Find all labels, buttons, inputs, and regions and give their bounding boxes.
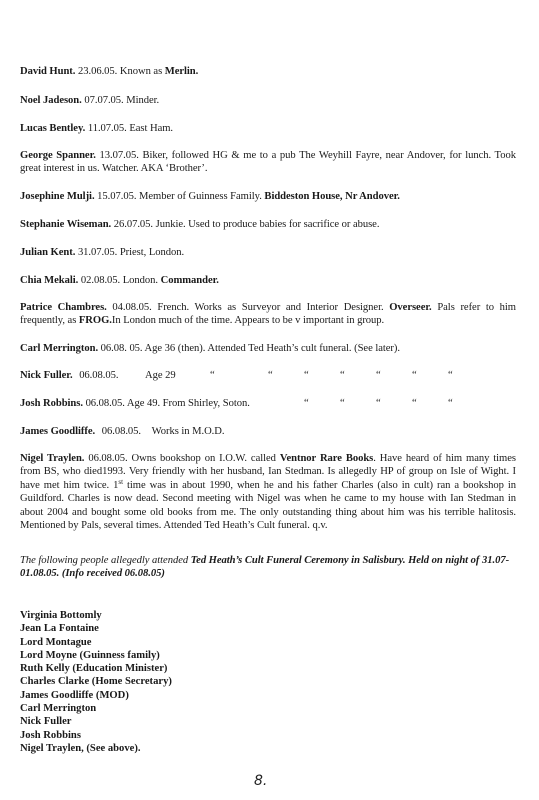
- entry-josh-robbins: [20, 397, 516, 410]
- attendee-item: Ruth Kelly (Education Minister): [20, 663, 168, 675]
- entry-text: 26.07.05. Junkie. Used to produce babies for sacrifice or abuse.: [113, 219, 380, 230]
- attendee-item: Josh Robbins: [20, 729, 81, 741]
- entry-text: 02.08.05. London.: [80, 275, 159, 286]
- entry-patrice-chambres: [20, 301, 516, 328]
- entry-age: Age 29: [145, 370, 176, 381]
- entry-david-hunt: [20, 65, 516, 78]
- entry-superscript: st: [118, 477, 123, 486]
- entry-text: 06.08.05. Age 49. From Shirley, Soton.: [85, 398, 250, 409]
- ditto-mark: “: [376, 370, 381, 381]
- entry-text: 07.07.05. Minder.: [84, 95, 160, 106]
- entry-role: Commander.: [160, 275, 219, 286]
- attendee-item: James Goodliffe (MOD): [20, 689, 129, 701]
- entry-julian-kent: [20, 246, 516, 259]
- entry-name: George Spanner.: [20, 150, 96, 161]
- attendee-item: Carl Merrington: [20, 703, 97, 715]
- ditto-mark: “: [340, 370, 345, 381]
- entry-name: Stephanie Wiseman.: [20, 219, 112, 230]
- entry-george-spanner: [20, 149, 516, 176]
- ditto-mark: “: [304, 370, 309, 381]
- attendee-item: Charles Clarke (Home Secretary): [20, 676, 172, 688]
- entry-alias: FROG.: [78, 315, 112, 327]
- funeral-intro: [20, 554, 516, 581]
- funeral-event: Ted Heath’s Cult Funeral Ceremony in Salisbury. Held on night of 31.07-01.08.05. (Info received 06.08.05): [20, 555, 510, 580]
- ditto-mark: “: [376, 398, 381, 409]
- entry-text: 11.07.05. East Ham.: [87, 123, 174, 134]
- entry-text: Known as: [119, 66, 163, 77]
- entry-date: 06.08.05.: [79, 370, 119, 381]
- entry-name: Nick Fuller.: [20, 370, 73, 381]
- ditto-mark: “: [268, 370, 273, 381]
- attendee-list: [20, 609, 172, 755]
- entry-shop: Ventnor Rare Books: [279, 453, 374, 464]
- entry-text: 13.07.05. Biker, followed HG & me to a pub The Weyhill Fayre, near Andover, for lunch. Took great interest in us. Watcher. AKA ‘Brother’.: [20, 150, 516, 175]
- entry-lucas-bentley: [20, 122, 516, 135]
- entry-name: Carl Merrington.: [20, 343, 99, 354]
- ditto-mark: “: [412, 398, 417, 409]
- funeral-intro-text: The following people allegedly attended: [20, 555, 189, 566]
- ditto-mark: “: [210, 370, 215, 381]
- attendee-item: Nigel Traylen, (See above).: [20, 742, 141, 754]
- entry-name: Josephine Mulji.: [20, 191, 95, 202]
- entry-name: David Hunt.: [20, 66, 76, 77]
- entry-text: 06.08. 05. Age 36 (then). Attended Ted Heath’s cult funeral. (See later).: [100, 343, 400, 354]
- entry-text: 06.08.05. Owns bookshop on I.O.W. called: [88, 453, 276, 464]
- entry-text: 04.08.05. French. Works as Surveyor and Interior Designer.: [112, 302, 384, 313]
- entry-name: Nigel Traylen.: [20, 453, 85, 464]
- entry-name: Chia Mekali.: [20, 275, 79, 286]
- ditto-mark: “: [412, 370, 417, 381]
- entry-name: Patrice Chambres.: [20, 302, 107, 313]
- ditto-mark: “: [448, 398, 453, 409]
- entry-name: Lucas Bentley.: [20, 123, 86, 134]
- attendee-item: Nick Fuller: [20, 716, 72, 728]
- entry-josephine-mulji: [20, 190, 516, 203]
- attendee-item: Lord Moyne (Guinness family): [20, 649, 160, 661]
- entry-nigel-traylen: [20, 452, 516, 532]
- ditto-mark: “: [340, 398, 345, 409]
- entry-alias: Merlin.: [164, 66, 199, 77]
- entry-role: Overseer.: [389, 302, 432, 313]
- entry-carl-merrington: [20, 342, 516, 355]
- entry-place: Biddeston House, Nr Andover.: [264, 191, 400, 202]
- entry-name: Julian Kent.: [20, 247, 76, 258]
- ditto-mark: “: [448, 370, 453, 381]
- entry-text: Works in M.O.D.: [151, 426, 225, 437]
- ditto-mark: “: [304, 398, 309, 409]
- entry-name: Noel Jadeson.: [20, 95, 82, 106]
- entry-date: 06.08.05.: [101, 426, 142, 437]
- entry-noel-jadeson: [20, 94, 516, 107]
- entry-text: . Have heard of him many times from BS, who died1993. Very friendly with her husband, Ian Stedman. Is allegedly HP of group on Isle of Wight. I have met him twice. 1: [20, 453, 516, 491]
- entry-text: Pals refer to him frequently, as: [20, 302, 516, 327]
- attendee-item: Virginia Bottomly: [20, 610, 102, 621]
- entry-name: James Goodliffe.: [20, 426, 96, 437]
- attendee-item: Lord Montague: [20, 636, 92, 648]
- entry-date: 23.06.05.: [78, 66, 118, 77]
- entry-text: time was in about 1990, when he and his father Charles (also in cult) ran a bookshop in Guildford. Charles is now dead. Second meeting with Nigel was when he came to my house with Ian Stedman in about 2004 and bought some old books from me. The only outstanding thing about him was his terrible halitosis. Mentioned by Pals, several times. Attended Ted Heath’s Cult funeral. q.v.: [20, 479, 516, 532]
- entry-text: 31.07.05. Priest, London.: [77, 247, 185, 258]
- attendee-item: Jean La Fontaine: [20, 623, 99, 635]
- entry-text: 15.07.05. Member of Guinness Family.: [97, 191, 262, 202]
- entry-nick-fuller: [20, 369, 516, 382]
- page-number: 8.: [254, 773, 268, 789]
- entry-james-goodliffe: [20, 425, 516, 438]
- entry-name: Josh Robbins.: [20, 398, 83, 409]
- entry-stephanie-wiseman: [20, 218, 516, 231]
- entry-text: In London much of the time. Appears to be v important in group.: [111, 315, 385, 327]
- entry-chia-mekali: [20, 274, 516, 287]
